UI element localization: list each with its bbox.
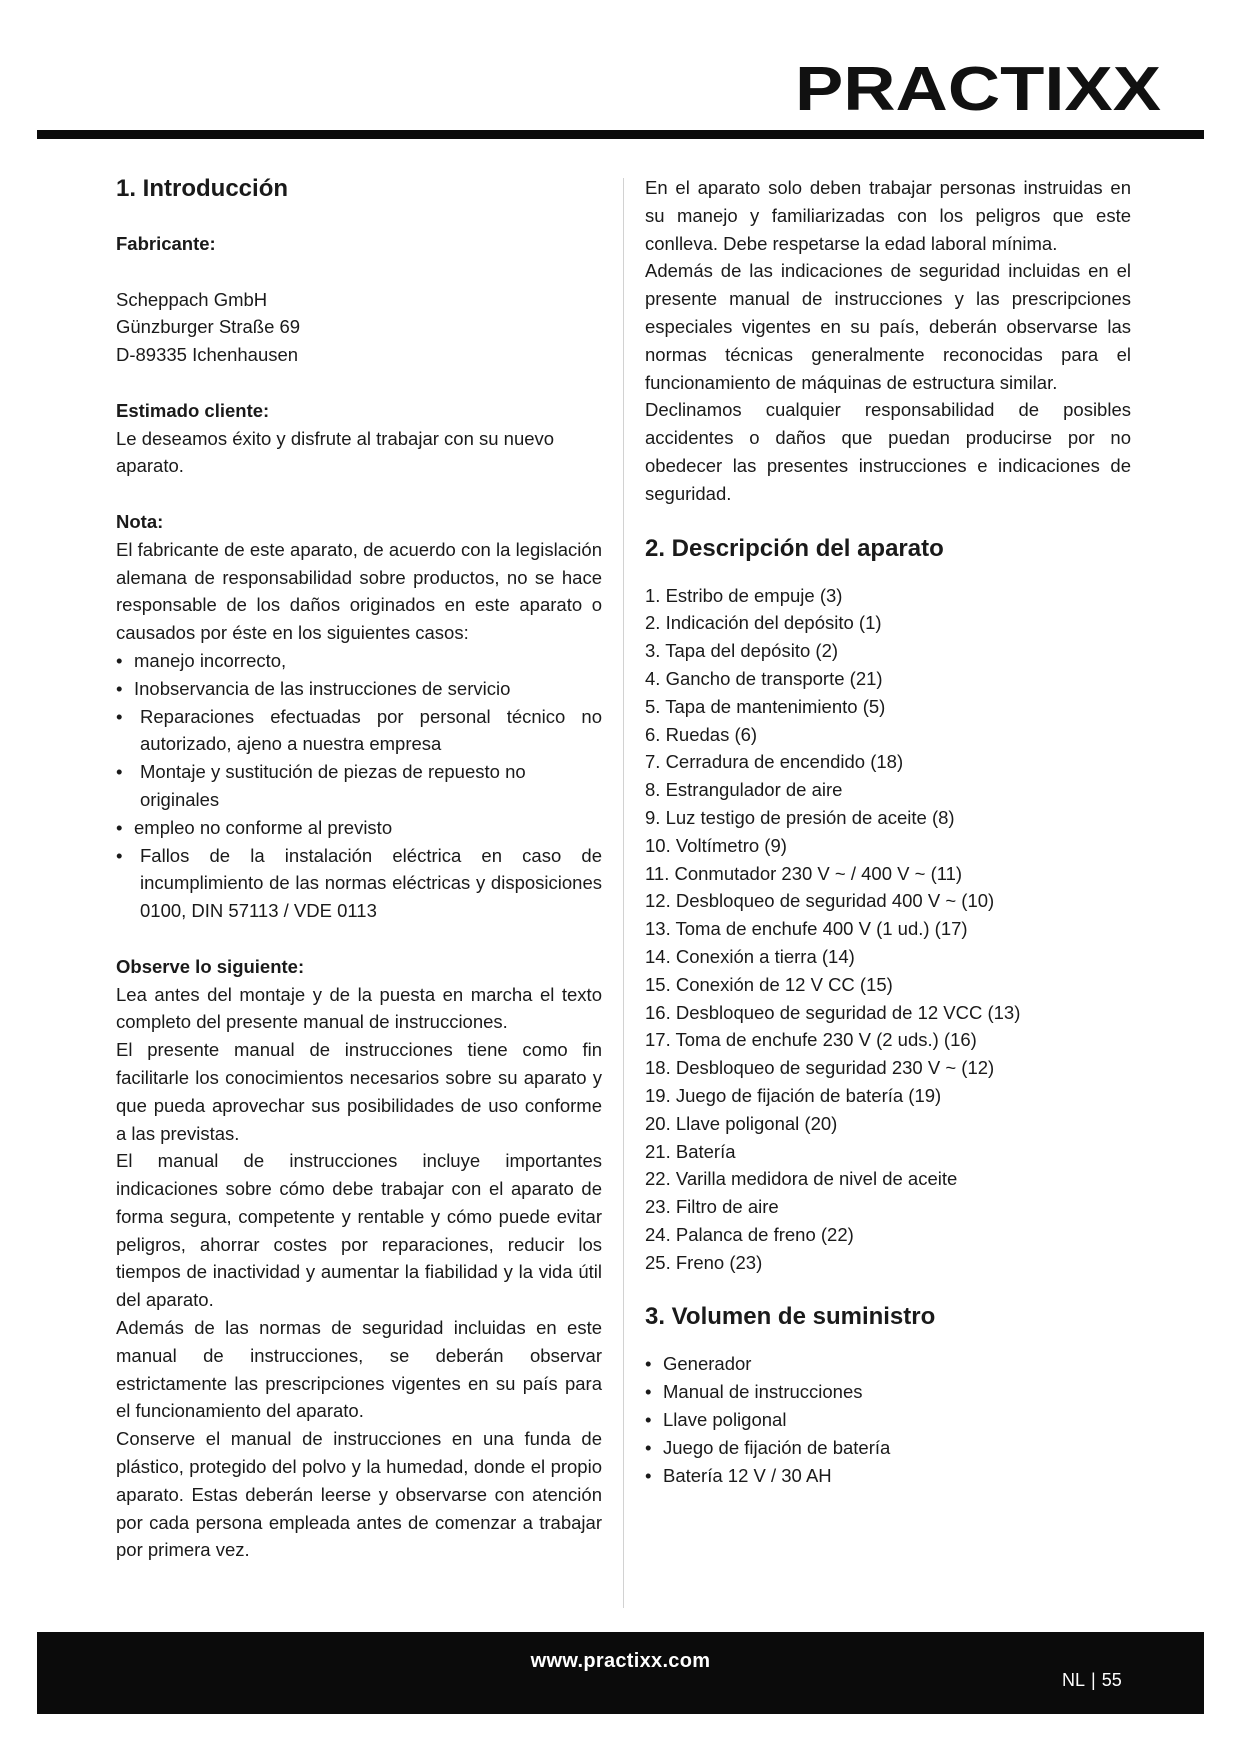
list-item: 7. Cerradura de encendido (18) [645, 751, 904, 773]
manufacturer-label: Fabricante: [116, 233, 216, 254]
observe-paragraph: El manual de instrucciones incluye importantes indicaciones sobre cómo debe trabajar con el aparato de forma segura, competente y rentable y cómo puede evitar peligros, ahorrar costes por reparaciones, reducir los tiempos de inactividad y aumentar la fiabilidad y la vida útil del aparato. [116, 1150, 602, 1311]
list-item: • manejo incorrecto, [116, 647, 602, 675]
left-column [116, 174, 602, 1564]
list-item: • Batería 12 V / 30 AH [645, 1462, 1131, 1490]
dear-customer-label: Estimado cliente: [116, 399, 270, 421]
list-item: 18. Desbloqueo de seguridad 230 V ~ (12) [645, 1057, 995, 1079]
list-item: • Juego de fijación de batería [645, 1434, 1131, 1462]
column-divider [623, 178, 624, 1608]
address-line: Günzburger Straße 69 [116, 316, 301, 338]
note-label: Nota: [116, 510, 164, 532]
list-item: 6. Ruedas (6) [645, 723, 758, 745]
section-3-title: 3. Volumen de suministro [645, 1303, 936, 1331]
language-code: NL [1062, 1670, 1086, 1690]
list-item: 11. Conmutador 230 V ~ / 400 V ~ (11) [645, 862, 963, 884]
list-item: 10. Voltímetro (9) [645, 834, 787, 856]
address-line: D-89335 Ichenhausen [116, 344, 299, 366]
list-item: 20. Llave poligonal (20) [645, 1112, 838, 1134]
observe-paragraph: Lea antes del montaje y de la puesta en marcha el texto completo del presente manual de instrucciones. [116, 983, 602, 1033]
practixx-logo [795, 54, 1161, 124]
section-1-title: 1. Introducción [116, 175, 289, 202]
note-list [116, 647, 602, 925]
list-item: 19. Juego de fijación de batería (19) [645, 1084, 942, 1106]
parts-list [645, 582, 1131, 1277]
intro-paragraph: Declinamos cualquier responsabilidad de posibles accidentes o daños que puedan producirse por no obedecer las presentes instrucciones e indicaciones de seguridad. [645, 399, 1131, 504]
list-item: • empleo no conforme al previsto [116, 814, 602, 842]
list-item: 16. Desbloqueo de seguridad de 12 VCC (13) [645, 1001, 1021, 1023]
observe-label: Observe lo siguiente: [116, 955, 305, 977]
list-item: 25. Freno (23) [645, 1251, 763, 1273]
list-item: 22. Varilla medidora de nivel de aceite [645, 1168, 958, 1190]
list-item: • Llave poligonal [645, 1406, 1131, 1434]
list-item: 23. Filtro de aire [645, 1196, 779, 1218]
list-item: • Montaje y sustitución de piezas de repuesto no originales [116, 758, 602, 814]
list-item: • Fallos de la instalación eléctrica en caso de incumplimiento de las normas eléctricas y disposiciones 0100, DIN 57113 / VDE 0113 [116, 842, 602, 925]
list-item: 24. Palanca de freno (22) [645, 1223, 854, 1245]
section-2-title: 2. Descripción del aparato [645, 534, 944, 562]
list-item: 5. Tapa de mantenimiento (5) [645, 695, 886, 717]
observe-paragraph: Conserve el manual de instrucciones en una funda de plástico, protegido del polvo y la humedad, donde el propio aparato. Estas deberán leerse y observarse con atención por cada persona empleada antes de comenzar a trabajar por primera vez. [116, 1428, 602, 1561]
intro-paragraph: Además de las indicaciones de seguridad incluidas en el presente manual de instrucciones y las prescripciones especiales vigentes en su país, deberán observarse las normas técnicas generalmente reconocidas para el funcionamiento de máquinas de estructura similar. [645, 260, 1131, 393]
svg-text:PRACTIXX: PRACTIXX [795, 55, 1161, 124]
page-number-value: 55 [1101, 1670, 1122, 1690]
footer-bar [37, 1632, 1204, 1714]
list-item: 12. Desbloqueo de seguridad 400 V ~ (10) [645, 890, 995, 912]
list-item: 14. Conexión a tierra (14) [645, 945, 855, 967]
list-item: • Reparaciones efectuadas por personal técnico no autorizado, ajeno a nuestra empresa [116, 703, 602, 759]
list-item: 17. Toma de enchufe 230 V (2 uds.) (16) [645, 1029, 977, 1051]
address-line: Scheppach GmbH [116, 288, 268, 310]
list-item: 3. Tapa del depósito (2) [645, 640, 839, 662]
list-item: 13. Toma de enchufe 400 V (1 ud.) (17) [645, 918, 968, 940]
list-item: 8. Estrangulador de aire [645, 779, 843, 801]
list-item: 4. Gancho de transporte (21) [645, 667, 883, 689]
observe-paragraph: Además de las normas de seguridad incluidas en este manual de instrucciones, se deberán observar estrictamente las prescripciones vigentes en su país para el funcionamiento del aparato. [116, 1317, 602, 1422]
list-item: 15. Conexión de 12 V CC (15) [645, 973, 893, 995]
list-item: 9. Luz testigo de presión de aceite (8) [645, 806, 955, 828]
supply-list [645, 1350, 1131, 1489]
list-item: • Generador [645, 1350, 1131, 1378]
observe-paragraph: El presente manual de instrucciones tiene como fin facilitarle los conocimientos necesarios sobre su aparato y que pueda aprovechar sus posibilidades de uso conforme a las previstas. [116, 1039, 602, 1144]
footer-url-link[interactable]: www.practixx.com [530, 1650, 711, 1672]
note-text: El fabricante de este aparato, de acuerdo con la legislación alemana de responsabilidad sobre productos, no se hace responsable de los daños originados en este aparato o causados por éste en los siguientes casos: [116, 538, 602, 644]
list-item: 2. Indicación del depósito (1) [645, 612, 882, 634]
intro-paragraph: En el aparato solo deben trabajar personas instruidas en su manejo y familiarizadas con los peligros que este conlleva. Debe respetarse la edad laboral mínima. [645, 177, 1131, 254]
dear-customer-text: Le deseamos éxito y disfrute al trabajar con su nuevo aparato. [116, 427, 555, 477]
right-column [645, 174, 1131, 1489]
list-item: • Inobservancia de las instrucciones de servicio [116, 675, 602, 703]
list-item: 21. Batería [645, 1140, 736, 1162]
list-item: 1. Estribo de empuje (3) [645, 584, 843, 606]
header-rule [37, 130, 1204, 139]
page-number: NL | 55 [1062, 1670, 1122, 1690]
list-item: • Manual de instrucciones [645, 1378, 1131, 1406]
